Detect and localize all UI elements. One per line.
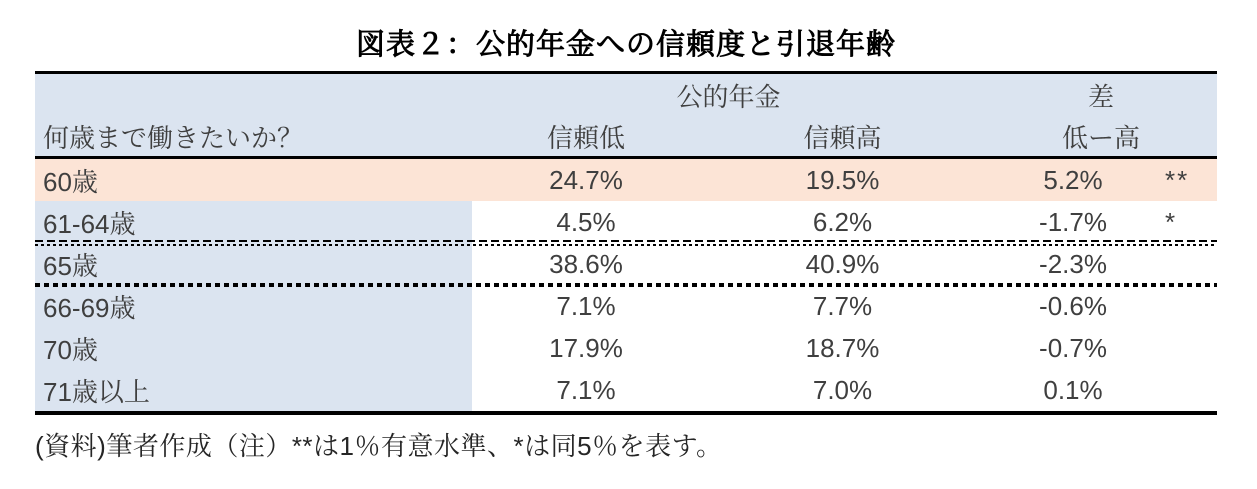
row-label: 71歳以上 [35, 369, 472, 411]
value-diff-cell [985, 333, 1217, 364]
value-trust-low: 4.5% [556, 206, 616, 237]
table-row [35, 159, 1217, 201]
value-trust-high: 7.7% [812, 290, 873, 321]
value-trust-high: 40.9% [805, 248, 880, 279]
value-diff: -2.3% [1039, 248, 1107, 279]
value-diff-cell [985, 375, 1217, 406]
value-diff: -0.6% [1039, 290, 1107, 321]
row-label: 70歳 [35, 327, 472, 369]
figure-title: 図表２：公的年金への信頼度と引退年齢 [355, 29, 896, 61]
table-row [35, 243, 1217, 285]
value-diff: 0.1% [1043, 374, 1103, 405]
table-header [35, 74, 1217, 159]
header-col-trust-high: 信頼高 [803, 123, 882, 153]
table-header-label-row [35, 117, 1217, 156]
header-col-trust-low: 信頼低 [546, 123, 625, 153]
value-trust-low: 7.1% [556, 290, 616, 321]
value-trust-high: 18.7% [805, 332, 880, 363]
source-footnote: (資料)筆者作成（注）**は1％有意水準、*は同5％を表す。 [35, 431, 723, 461]
row-label: 61-64歳 [35, 201, 472, 243]
table-row [35, 369, 1217, 411]
value-diff-cell [985, 207, 1217, 238]
value-diff: -0.7% [1039, 332, 1107, 363]
significance-marker: ** [1165, 164, 1190, 195]
value-diff-cell [985, 165, 1217, 196]
table-header-group-row [35, 74, 1217, 117]
header-group-pension: 公的年金 [676, 82, 781, 112]
row-label: 65歳 [35, 243, 472, 285]
table-row [35, 201, 1217, 243]
table-row [35, 327, 1217, 369]
value-trust-high: 6.2% [812, 206, 873, 237]
header-row-question: 何歳まで働きたいか？ [43, 123, 304, 153]
value-trust-high: 7.0% [812, 374, 873, 405]
value-trust-low: 17.9% [549, 332, 623, 363]
value-diff-cell [985, 291, 1217, 322]
value-trust-low: 38.6% [549, 248, 623, 279]
pension-trust-table [35, 71, 1217, 415]
value-diff: 5.2% [1043, 164, 1103, 195]
header-group-diff: 差 [1087, 82, 1114, 112]
table-body [35, 159, 1217, 411]
value-diff: -1.7% [1039, 206, 1107, 237]
header-col-diff: 低ー高 [1061, 123, 1140, 153]
table-row [35, 285, 1217, 327]
value-trust-low: 7.1% [556, 374, 616, 405]
value-trust-low: 24.7% [549, 164, 623, 195]
significance-marker: * [1165, 206, 1178, 237]
row-label: 66-69歳 [35, 285, 472, 327]
value-trust-high: 19.5% [805, 164, 880, 195]
value-diff-cell [985, 249, 1217, 280]
row-label: 60歳 [43, 166, 98, 197]
